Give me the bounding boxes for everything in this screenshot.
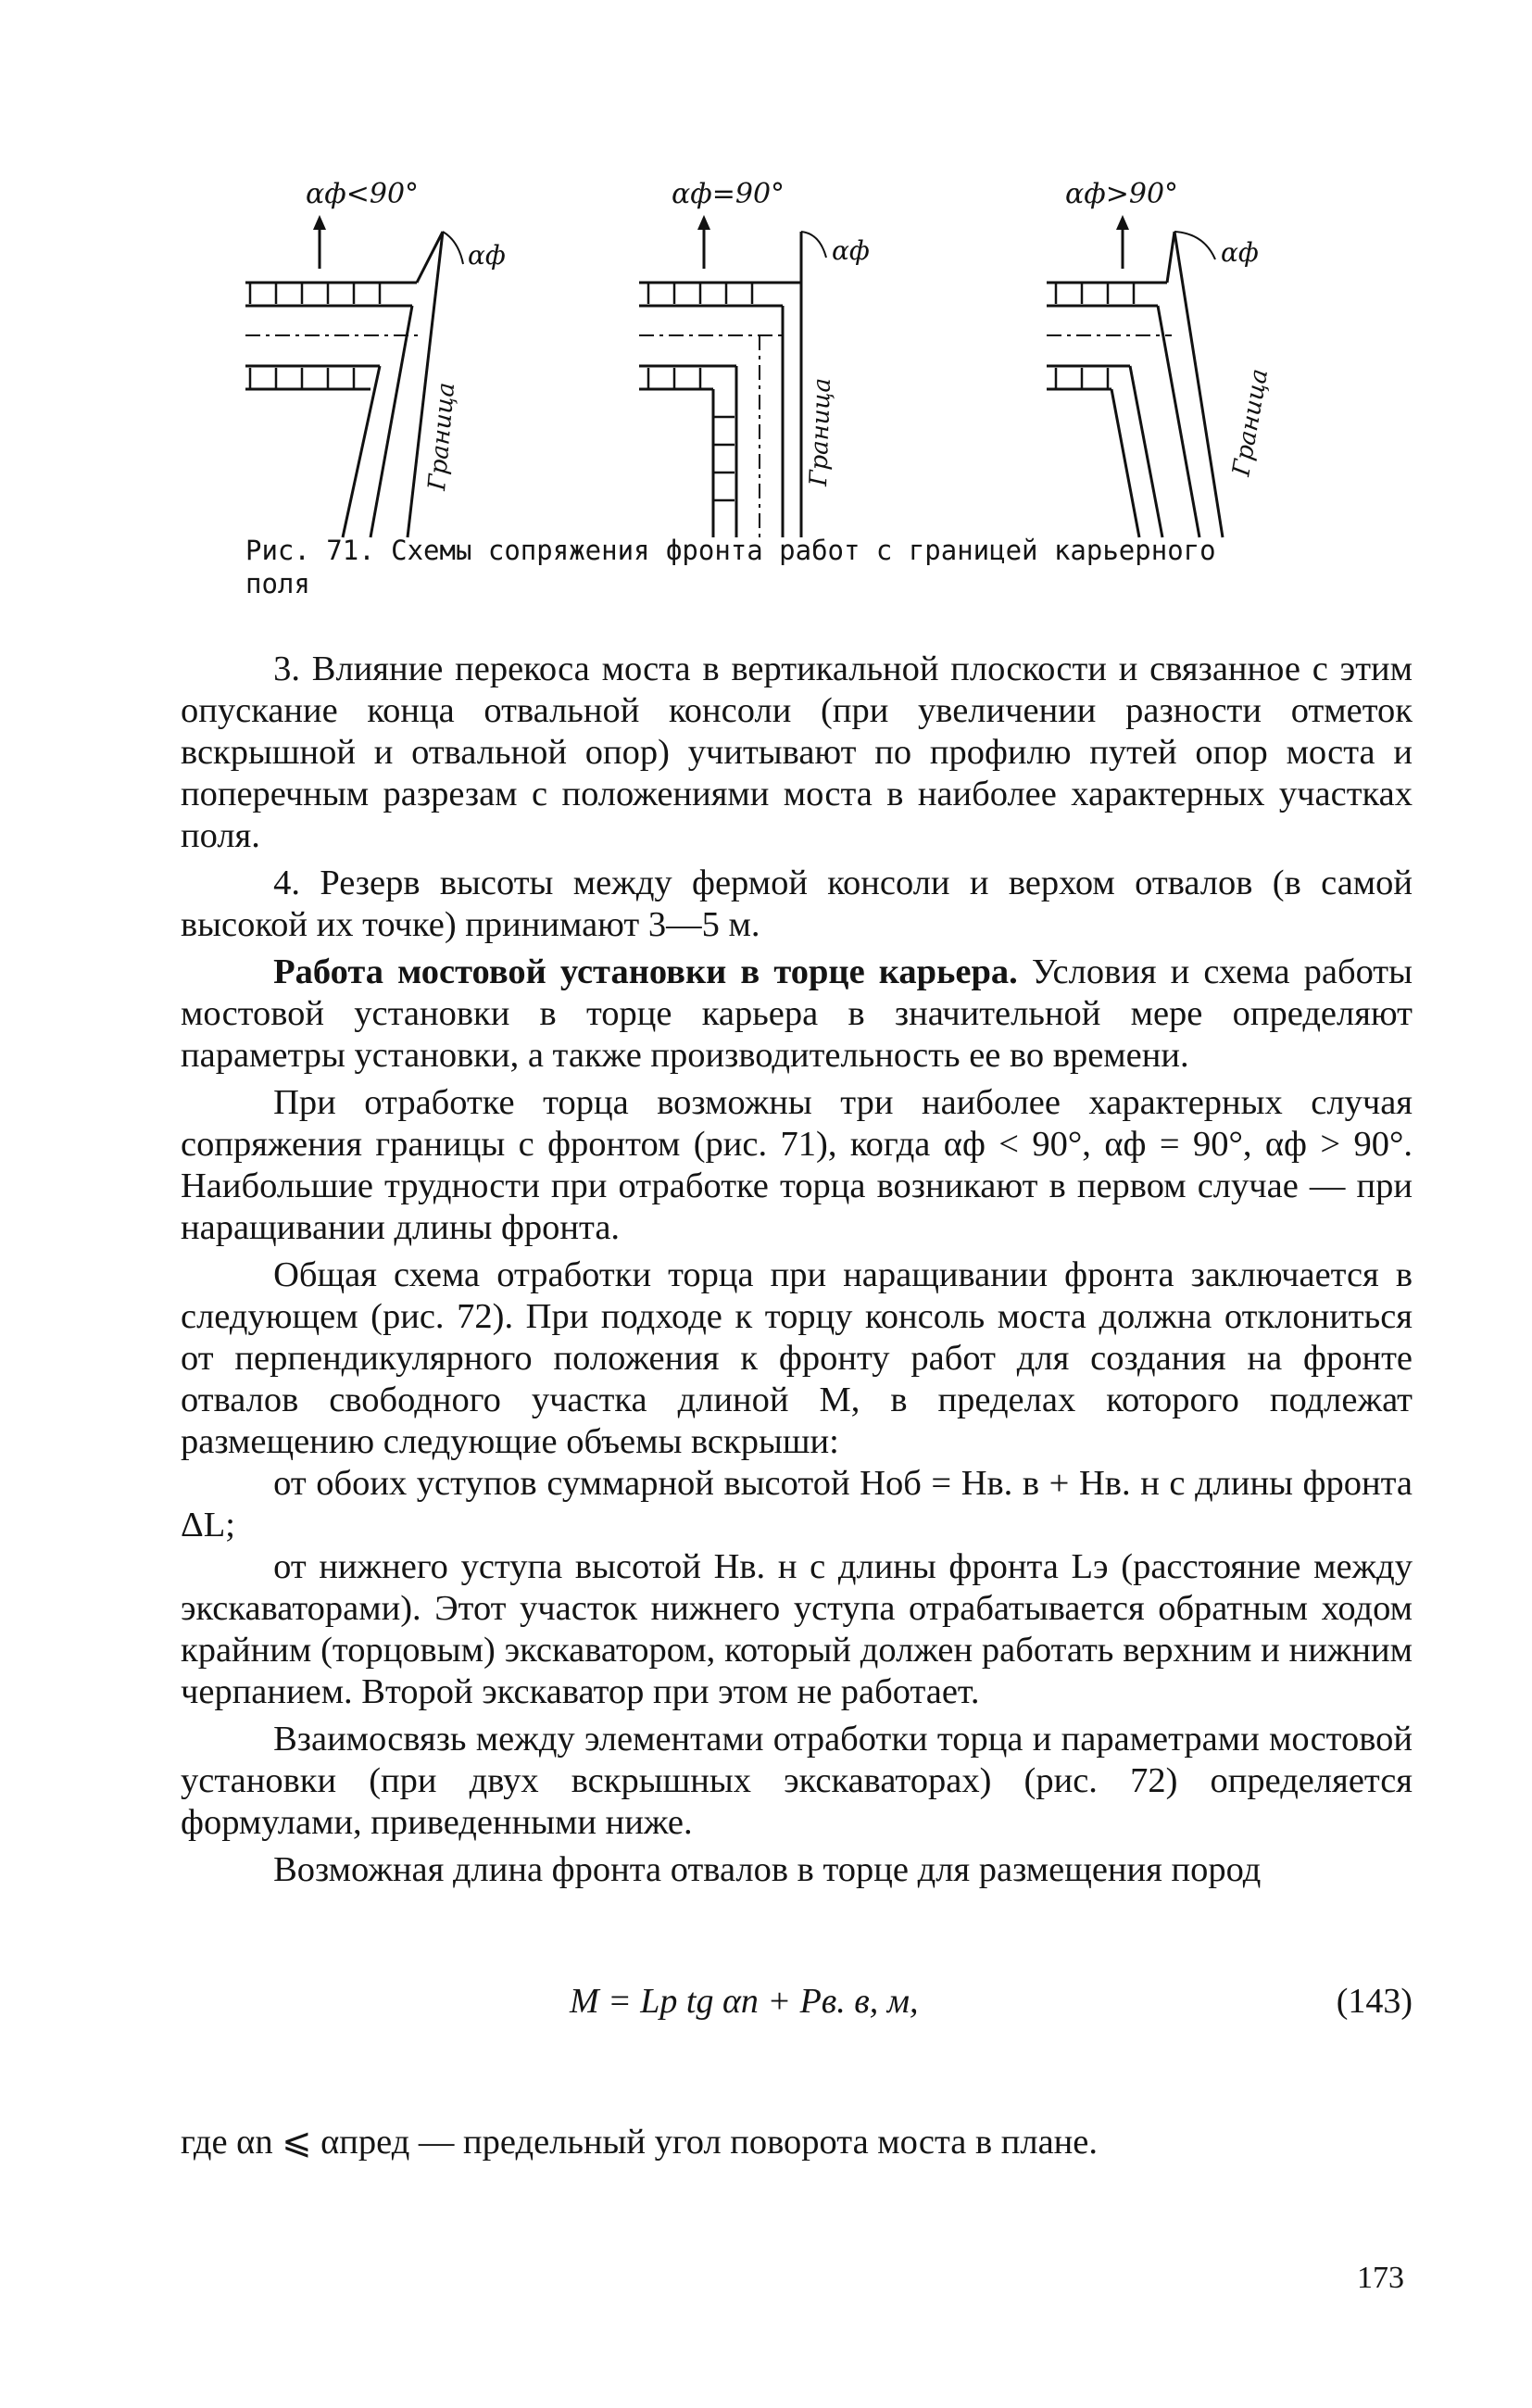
- angle-label: αф>90°: [1065, 178, 1179, 210]
- figure-71: [232, 176, 1371, 547]
- paragraph: от обоих уступов суммарной высотой Hоб = Hв. в + Hв. н с длины фронта ΔL;: [181, 1464, 1413, 1544]
- paragraph: [181, 952, 1413, 1077]
- diagram-angle-greater-90: [1010, 176, 1352, 547]
- paragraph-text: Условия и схема работы мостовой установки в торце карьера в значительной мере определяют параметры установки, а также производительность ее во времени.: [181, 952, 1413, 1075]
- formula-number: (143): [1336, 1982, 1413, 2021]
- boundary-label: Граница: [805, 377, 837, 487]
- angle-label: αф=90°: [672, 178, 785, 210]
- paragraph: Общая схема отработки торца при наращивании фронта заключается в следующем (рис. 72). При подходе к торцу консоль моста должна отклониться от перпендикулярного положения к фронту работ для создания на фронте отвалов свободного участка длиной M, в пределах которого подлежат размещению следующие объемы вскрыши:: [181, 1255, 1413, 1461]
- diagram-angle-less-90: [232, 176, 574, 547]
- boundary-label: Граница: [1227, 366, 1275, 479]
- boundary-label: Граница: [423, 381, 461, 492]
- section-heading: Работа мостовой установки в торце карьера.: [273, 952, 1018, 991]
- angle-label: αф<90°: [306, 178, 420, 210]
- page-number: 173: [1357, 2261, 1404, 2295]
- paragraph: Возможная длина фронта отвалов в торце для размещения пород: [273, 1850, 1262, 1889]
- paragraph: 4. Резерв высоты между фермой консоли и верхом отвалов (в самой высокой их точке) принимают 3—5 м.: [181, 864, 1413, 944]
- paragraph: Взаимосвязь между элементами отработки торца и параметрами мостовой установки (при двух вскрышных экскаваторах) (рис. 72) определяется формулами, приведенными ниже.: [181, 1720, 1413, 1842]
- body-text: [181, 649, 1413, 1891]
- side-label: αф: [468, 240, 506, 271]
- paragraph: При отработке торца возможны три наиболее характерных случая сопряжения границы с фронтом (рис. 71), когда αф < 90°, αф = 90°, αф > 90°. Наибольшие трудности при отработке торца возникают в первом случае — при наращивании длины фронта.: [181, 1083, 1413, 1247]
- formula-143: [181, 1981, 1413, 2027]
- paragraph: 3. Влияние перекоса моста в вертикальной плоскости и связанное с этим опускание конца отвальной консоли (при увеличении разности отметок вскрышной и отвальной опор) учитывают по профилю путей опор моста и поперечным разрезам с положениями моста в наиболее характерных участках поля.: [181, 649, 1413, 855]
- formula-expression: M = Lp tg αn + Pв. в, м,: [570, 1982, 919, 2021]
- side-label: αф: [1221, 237, 1259, 268]
- side-label: αф: [832, 235, 870, 266]
- scheme-drawing: [621, 176, 963, 547]
- scheme-drawing: [232, 176, 574, 547]
- scheme-drawing: [1010, 176, 1352, 547]
- diagram-angle-equal-90: [621, 176, 963, 547]
- formula-explanation: где αn ⩽ αпред — предельный угол поворота моста в плане.: [181, 2123, 1099, 2162]
- figure-caption: Рис. 71. Схемы сопряжения фронта работ с границей карьерного поля: [245, 535, 1216, 599]
- paragraph: от нижнего уступа высотой Hв. н с длины фронта Lэ (расстояние между экскаваторами). Этот участок нижнего уступа отрабатывается обратным ходом крайним (торцовым) экскаватором, который должен работать верхним и нижним черпанием. Второй экскаватор при этом не работает.: [181, 1547, 1413, 1711]
